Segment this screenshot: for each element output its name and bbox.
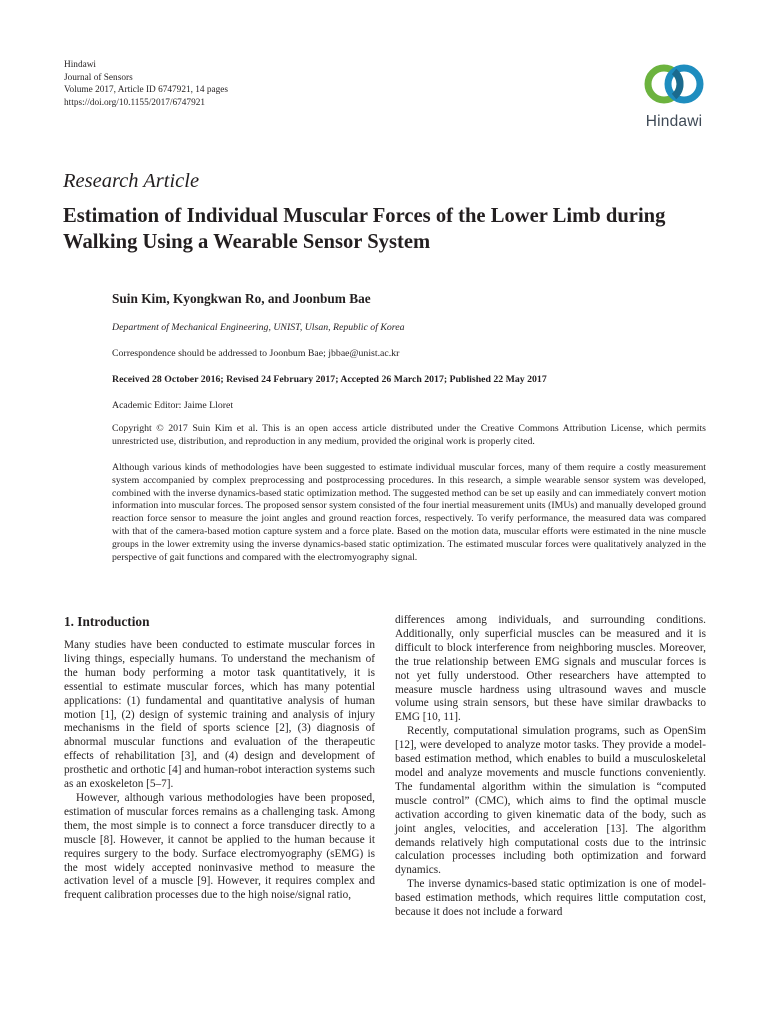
hindawi-rings-icon [642,62,706,108]
academic-editor: Academic Editor: Jaime Lloret [112,400,234,411]
volume-line: Volume 2017, Article ID 6747921, 14 pages [64,85,229,96]
left-column [64,614,375,903]
publisher-name: Hindawi [64,60,97,70]
journal-name: Journal of Sensors [64,72,133,83]
paragraph: Recently, computational simulation programs, such as OpenSim [12], were developed to analyze motor tasks. They provide a model-based estimation method, which enables to build a musculoskeletal model and analyze movements and muscle functions conveniently. The fundamental algorithm within the simulation is “computed muscle control” (CMC), which aims to find the optimal muscle activation according to given kinematic data of the body, such as joint angles, velocities, and acceleration [13]. The algorithm demands relatively high computational costs due to the intrinsic calculation processes including both optimization and forward dynamics. [395,725,706,877]
paragraph: However, although various methodologies have been proposed, estimation of muscular forces remains as a challenging task. Among them, the most simple is to connect a force transducer directly to a muscle [8]. However, it cannot be applied to the human because it requires surgery to the body. Surface electromyography (sEMG) is the most widely accepted noninvasive method to measure the activation level of a muscle [9]. However, it requires complex and frequent calibration processes due to the high noise/signal ratio, [64,791,375,902]
authors: Suin Kim, Kyongkwan Ro, and Joonbum Bae [112,291,371,306]
paragraph: The inverse dynamics-based static optimization is one of model-based estimation methods, which requires little computation cost, because it does not include a forward [395,878,706,919]
affiliation: Department of Mechanical Engineering, UNIST, Ulsan, Republic of Korea [112,322,405,333]
abstract: Although various kinds of methodologies have been suggested to estimate individual muscular forces, many of them require a costly measurement system accompanied by complex preprocessing and postprocessing procedures. In this research, a simple wearable sensor system was developed, combined with the inverse dynamics-based static optimization method. The suggested method can be set up easily and can immediately convert motion information into muscular forces. The proposed sensor system consisted of the four inertial measurement units (IMUs) and manually developed ground reaction force sensor to measure the joint angles and ground reaction forces, respectively. To verify performance, the measured data was compared with that of the camera-based motion capture system and a force plate. Based on the motion data, muscular efforts were estimated in the nine muscle groups in the lower extremity using the inverse dynamics-based static optimization. The estimated muscular forces were qualitatively analyzed in the perspective of gait functions and compared with the electromyography signal. [112,462,706,563]
paragraph: differences among individuals, and surrounding conditions. Additionally, only superficial muscles can be measured and it is difficult to block interference from neighboring muscles. Moreover, the true relationship between EMG signals and muscular forces is not yet fully understood. Other researchers have attempted to measure muscle hardness using ultrasound waves and muscle volume using strain sensors, but these have similar drawbacks to EMG [10, 11]. [395,614,706,724]
logo-wordmark: Hindawi [645,113,703,130]
publication-dates: Received 28 October 2016; Revised 24 February 2017; Accepted 26 March 2017; Published 22 May 2017 [112,374,547,385]
paragraph: Many studies have been conducted to estimate muscular forces in living things, especially humans. To understand the mechanism of the human body performing a motor task quantitatively, it is essential to estimate muscular forces, which has many potential applications: (1) fundamental and quantitative analysis of human motion [1], (2) design of systemic training and analysis of injury mechanisms in the field of sports science [2], (3) diagnosis of abnormal muscular functions and evaluation of the therapeutic effects of rehabilitation [3], and (4) design and development of prosthetic and orthotic [4] and human-robot interaction systems such as an exoskeleton [5–7]. [64,639,375,791]
journal-meta [64,59,228,109]
article-type: Research Article [63,170,200,192]
hindawi-logo [634,62,714,138]
right-column [395,614,706,920]
section-heading: 1. Introduction [64,614,150,629]
correspondence: Correspondence should be addressed to Joonbum Bae; jbbae@unist.ac.kr [112,348,400,359]
article-title: Estimation of Individual Muscular Forces of the Lower Limb during Walking Using a Wearable Sensor System [63,205,666,253]
doi-link[interactable]: https://doi.org/10.1155/2017/6747921 [64,97,206,108]
copyright-notice: Copyright © 2017 Suin Kim et al. This is an open access article distributed under the Creative Commons Attribution License, which permits unrestricted use, distribution, and reproduction in any medium, provided the original work is properly cited. [112,423,706,448]
